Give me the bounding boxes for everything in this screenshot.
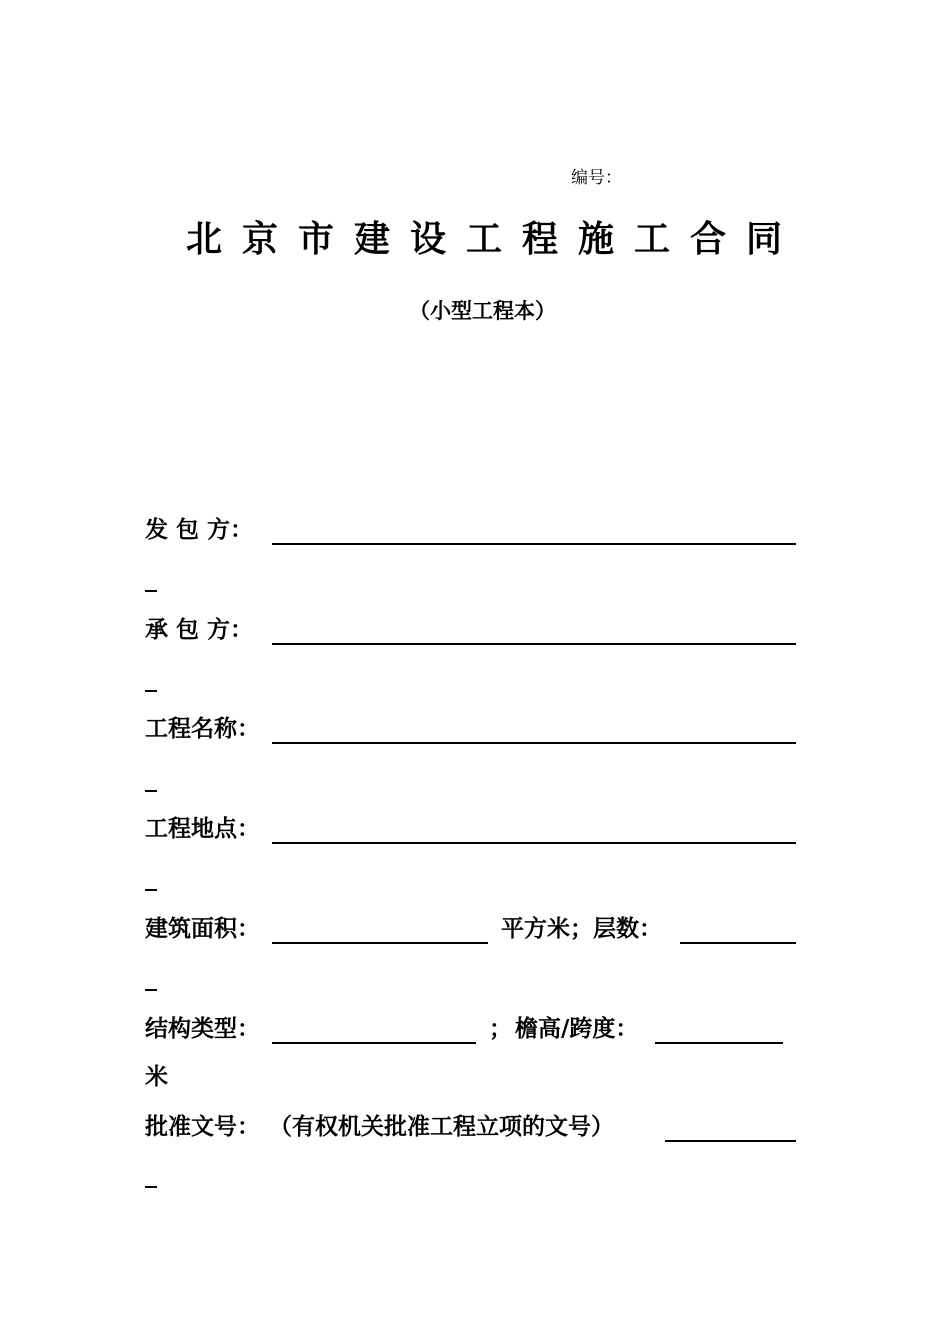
employer-row: [145, 515, 797, 545]
approval-row: [145, 1112, 797, 1142]
floors-line-continuation: [145, 989, 157, 991]
project-name-line-continuation: [145, 790, 157, 792]
structure-separator: ；: [489, 1016, 512, 1042]
project-location-label: 工程地点：: [145, 816, 260, 842]
project-location-row: [145, 814, 797, 844]
building-area-row: [145, 914, 797, 944]
structure-type-label: 结构类型：: [145, 1016, 260, 1042]
employer-label: 发 包 方：: [145, 517, 254, 543]
eave-unit-label: 米: [145, 1064, 168, 1090]
building-area-fill-line[interactable]: [272, 942, 488, 944]
employer-line-continuation: [145, 590, 157, 592]
project-location-fill-line[interactable]: [272, 842, 796, 844]
eave-height-label: 檐高/跨度：: [515, 1016, 639, 1042]
project-name-fill-line[interactable]: [272, 742, 796, 744]
structure-type-row: [145, 1014, 797, 1044]
floors-fill-line[interactable]: [680, 942, 796, 944]
serial-number-label: 编号：: [571, 168, 622, 188]
contractor-row: [145, 615, 797, 645]
area-unit-and-floors-label: 平方米；层数：: [501, 916, 662, 942]
building-area-label: 建筑面积：: [145, 916, 260, 942]
eave-height-fill-line[interactable]: [655, 1042, 783, 1044]
approval-line-continuation: [145, 1186, 157, 1188]
structure-type-fill-line[interactable]: [272, 1042, 476, 1044]
project-name-label: 工程名称：: [145, 716, 260, 742]
contractor-line-continuation: [145, 690, 157, 692]
approval-label: 批准文号：: [145, 1114, 260, 1140]
contractor-label: 承 包 方：: [145, 617, 254, 643]
document-subtitle: （小型工程本）: [409, 299, 556, 323]
approval-note: （有权机关批准工程立项的文号）: [269, 1114, 614, 1140]
approval-fill-line[interactable]: [665, 1140, 796, 1142]
document-title: 北京市建设工程施工合同: [186, 219, 803, 260]
project-location-line-continuation: [145, 889, 157, 891]
contractor-fill-line[interactable]: [272, 643, 796, 645]
employer-fill-line[interactable]: [272, 543, 796, 545]
project-name-row: [145, 714, 797, 744]
